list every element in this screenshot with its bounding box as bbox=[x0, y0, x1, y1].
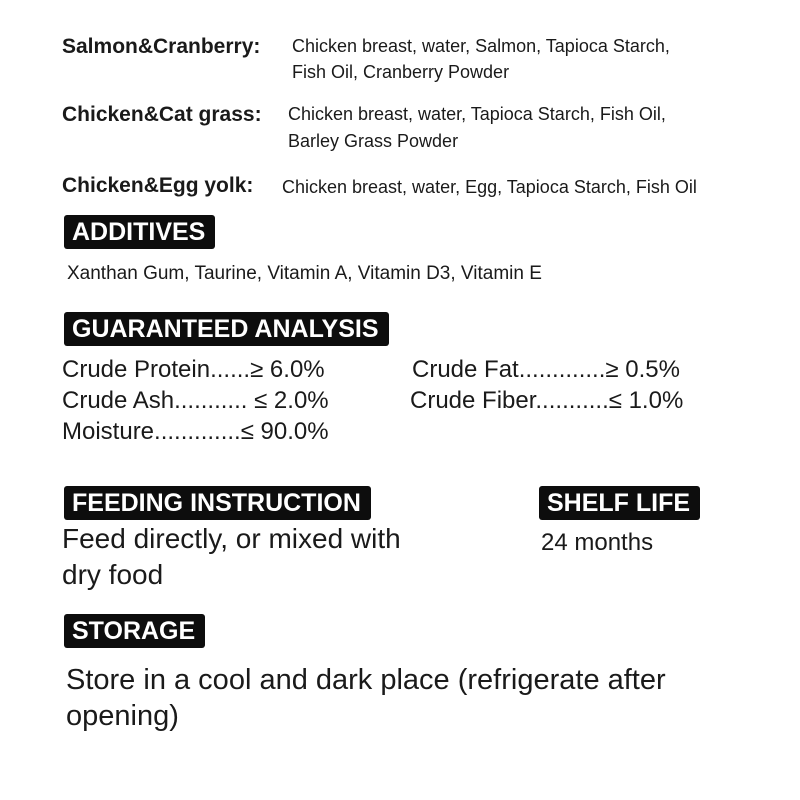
analysis-row: Crude Fiber...........≤ 1.0% bbox=[410, 387, 684, 414]
additives-heading: ADDITIVES bbox=[64, 215, 215, 249]
feeding-instruction-text: Feed directly, or mixed with bbox=[62, 523, 401, 554]
analysis-row: Crude Ash........... ≤ 2.0% bbox=[62, 387, 329, 414]
recipe-ingredients-line: Chicken breast, water, Salmon, Tapioca Starch, bbox=[292, 36, 670, 56]
additives-text: Xanthan Gum, Taurine, Vitamin A, Vitamin D3, Vitamin E bbox=[67, 263, 542, 284]
storage-text: Store in a cool and dark place (refrigerate after bbox=[66, 664, 666, 696]
storage-heading: STORAGE bbox=[64, 614, 205, 648]
feeding-instruction-text: dry food bbox=[62, 559, 164, 590]
recipe-ingredients-line: Chicken breast, water, Egg, Tapioca Starch, Fish Oil bbox=[282, 177, 697, 197]
recipe-name-salmon-cranberry: Salmon&Cranberry: bbox=[62, 35, 261, 58]
storage-text: opening) bbox=[66, 700, 179, 732]
recipe-name-chicken-egg-yolk: Chicken&Egg yolk: bbox=[62, 174, 254, 197]
shelf-life-heading: SHELF LIFE bbox=[539, 486, 700, 520]
recipe-ingredients-line: Barley Grass Powder bbox=[288, 131, 459, 151]
recipe-ingredients-line: Chicken breast, water, Tapioca Starch, Fish Oil, bbox=[288, 104, 666, 124]
guaranteed-analysis-heading: GUARANTEED ANALYSIS bbox=[64, 312, 389, 346]
recipe-ingredients-line: Fish Oil, Cranberry Powder bbox=[292, 62, 510, 82]
analysis-row: Moisture.............≤ 90.0% bbox=[62, 418, 329, 445]
analysis-row: Crude Protein......≥ 6.0% bbox=[62, 356, 325, 383]
feeding-instruction-heading: FEEDING INSTRUCTION bbox=[64, 486, 371, 520]
recipe-name-chicken-cat-grass: Chicken&Cat grass: bbox=[62, 103, 262, 126]
analysis-row: Crude Fat.............≥ 0.5% bbox=[412, 356, 680, 383]
shelf-life-text: 24 months bbox=[541, 529, 654, 556]
